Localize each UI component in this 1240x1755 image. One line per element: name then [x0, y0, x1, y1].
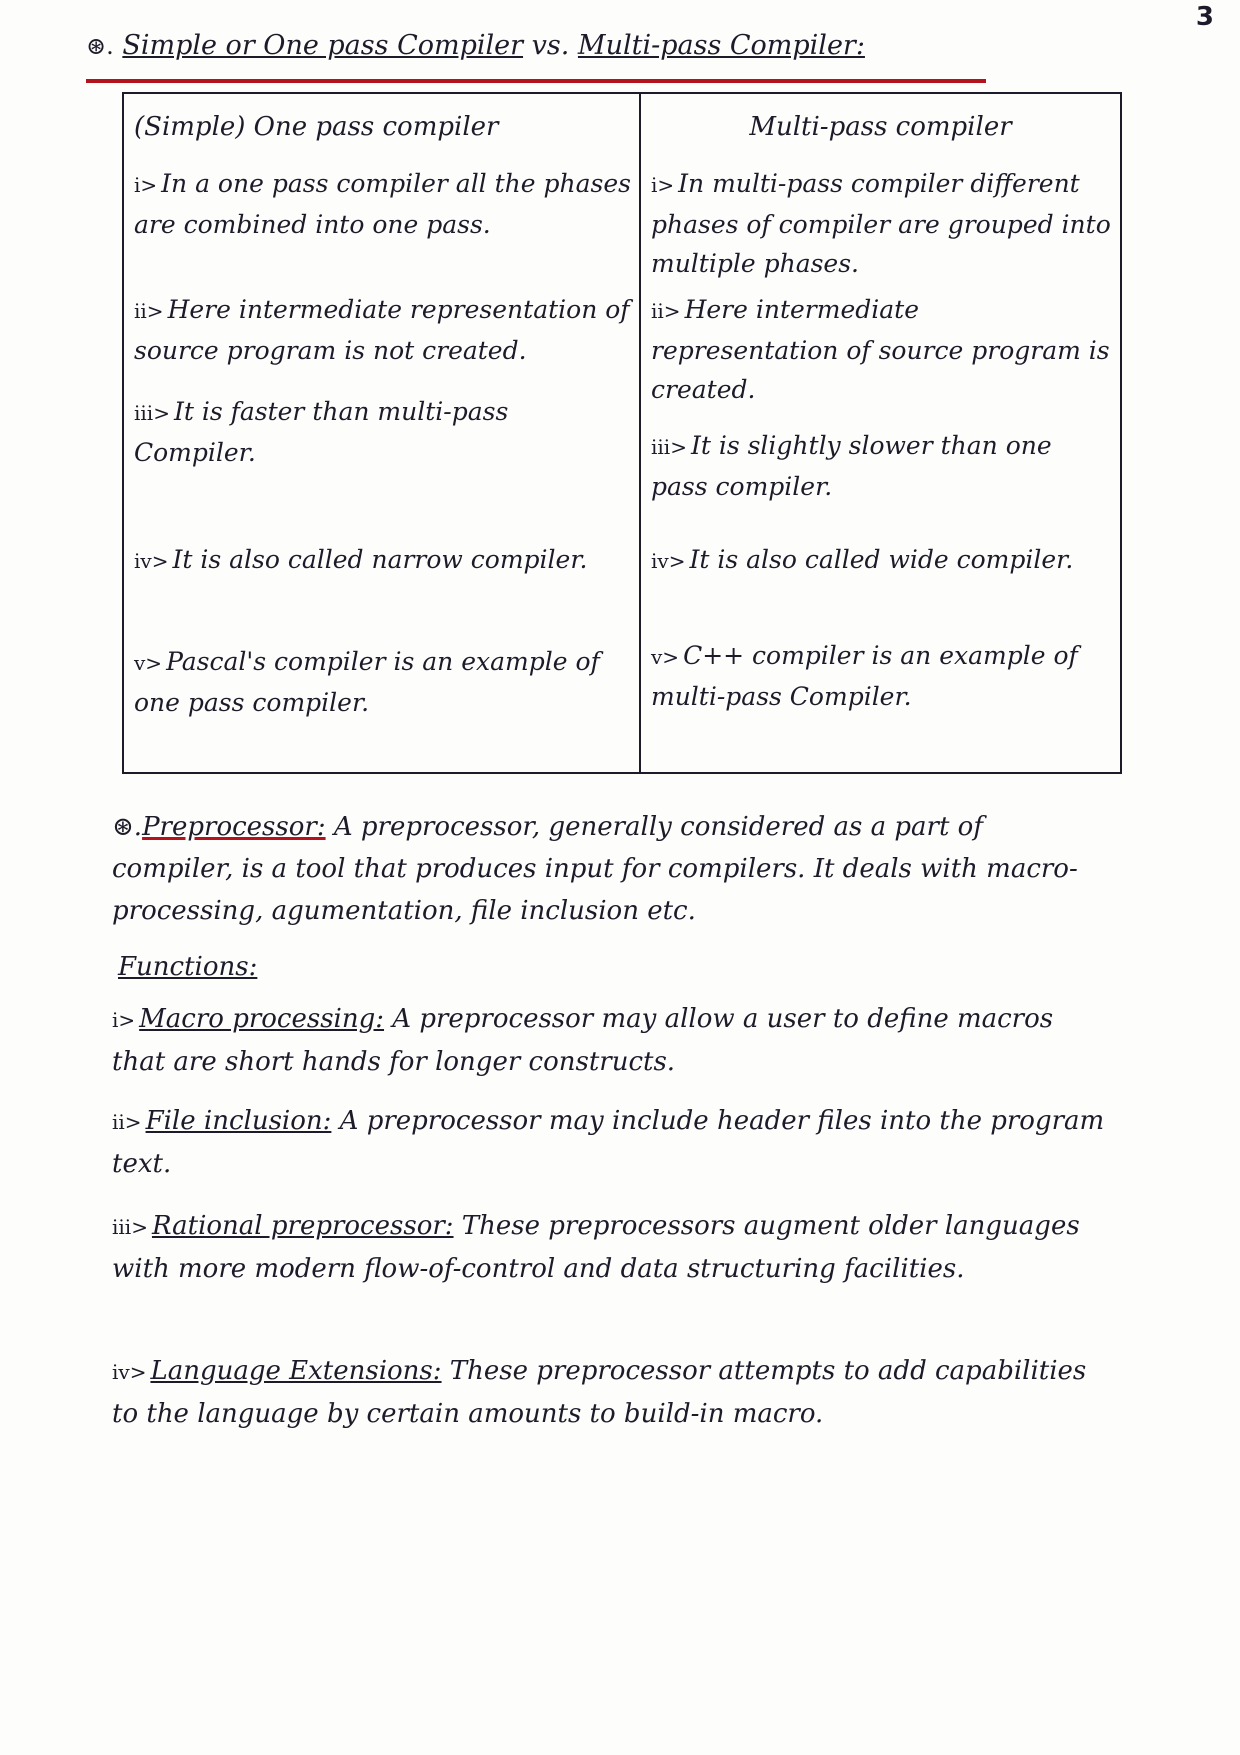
item-number: i> [112, 1008, 136, 1032]
function-text: These preprocessor attempts to add capabilities to the language by certain amounts to build-in macro. [112, 1356, 1087, 1429]
cell-text: C++ compiler is an example of multi-pass Compiler. [651, 641, 1078, 711]
function-text: A preprocessor may allow a user to define macros that are short hands for longer constructs. [112, 1004, 1054, 1077]
item-number: iv> [112, 1360, 147, 1384]
function-title: Rational preprocessor: [151, 1211, 454, 1241]
multi-pass-column [641, 94, 1120, 772]
item-number: ii> [112, 1110, 142, 1134]
function-item [112, 1205, 1112, 1290]
preprocessor-text: A preprocessor, generally considered as a part of compiler, is a tool that produces input for compilers. It deals with macro-processing, agumentation, file inclusion etc. [112, 812, 1078, 926]
row-number: i> [134, 173, 158, 197]
multi-pass-header: Multi-pass compiler [749, 112, 1012, 142]
bullet-marker: ⊛. [112, 812, 143, 842]
table-cell [134, 392, 631, 472]
cell-text: It is also called narrow compiler. [172, 545, 588, 574]
title-underline [86, 79, 986, 83]
row-number: v> [134, 651, 163, 675]
cell-text: Here intermediate representation of source program is created. [651, 295, 1110, 404]
table-cell [651, 164, 1112, 283]
title-part-two: Multi-pass Compiler: [577, 30, 865, 61]
cell-text: It is also called wide compiler. [689, 545, 1074, 574]
row-number: iv> [134, 549, 169, 573]
function-item [112, 1100, 1112, 1185]
function-item [112, 998, 1112, 1083]
table-cell [134, 540, 631, 581]
row-number: iv> [651, 549, 686, 573]
row-number: iii> [651, 435, 687, 459]
row-number: ii> [651, 299, 681, 323]
title-vs: vs. [531, 30, 570, 61]
table-cell [651, 636, 1112, 716]
page-number: 3 [1195, 2, 1214, 32]
row-number: ii> [134, 299, 164, 323]
cell-text: In multi-pass compiler different phases of compiler are grouped into multiple phases. [651, 169, 1111, 278]
functions-label: Functions: [118, 952, 258, 982]
title-part-one: Simple or One pass Compiler [122, 30, 524, 61]
function-title: Language Extensions: [150, 1356, 442, 1386]
cell-text: Here intermediate representation of source program is not created. [134, 295, 630, 365]
function-title: File inclusion: [145, 1106, 332, 1136]
preprocessor-heading: Preprocessor: [142, 812, 326, 842]
table-cell [651, 540, 1112, 581]
preprocessor-paragraph [112, 806, 1112, 932]
function-text: A preprocessor may include header files into the program text. [112, 1106, 1105, 1179]
comparison-table [122, 92, 1122, 774]
bullet-marker: ⊛. [86, 32, 114, 60]
page-title [86, 30, 986, 61]
one-pass-column [124, 94, 639, 772]
one-pass-header: (Simple) One pass compiler [134, 112, 499, 142]
table-cell [651, 290, 1112, 409]
cell-text: It is faster than multi-pass Compiler. [134, 397, 509, 467]
table-cell [134, 642, 631, 722]
table-cell [134, 164, 631, 244]
row-number: i> [651, 173, 675, 197]
function-title: Macro processing: [139, 1004, 385, 1034]
function-item [112, 1350, 1112, 1435]
row-number: v> [651, 645, 680, 669]
cell-text: In a one pass compiler all the phases are combined into one pass. [134, 169, 631, 239]
cell-text: Pascal's compiler is an example of one pass compiler. [134, 647, 600, 717]
table-cell [134, 290, 631, 370]
row-number: iii> [134, 401, 170, 425]
function-text: These preprocessors augment older languages with more modern flow-of-control and data structuring facilities. [112, 1211, 1080, 1284]
item-number: iii> [112, 1215, 148, 1239]
table-cell [651, 426, 1112, 506]
cell-text: It is slightly slower than one pass compiler. [651, 431, 1052, 501]
